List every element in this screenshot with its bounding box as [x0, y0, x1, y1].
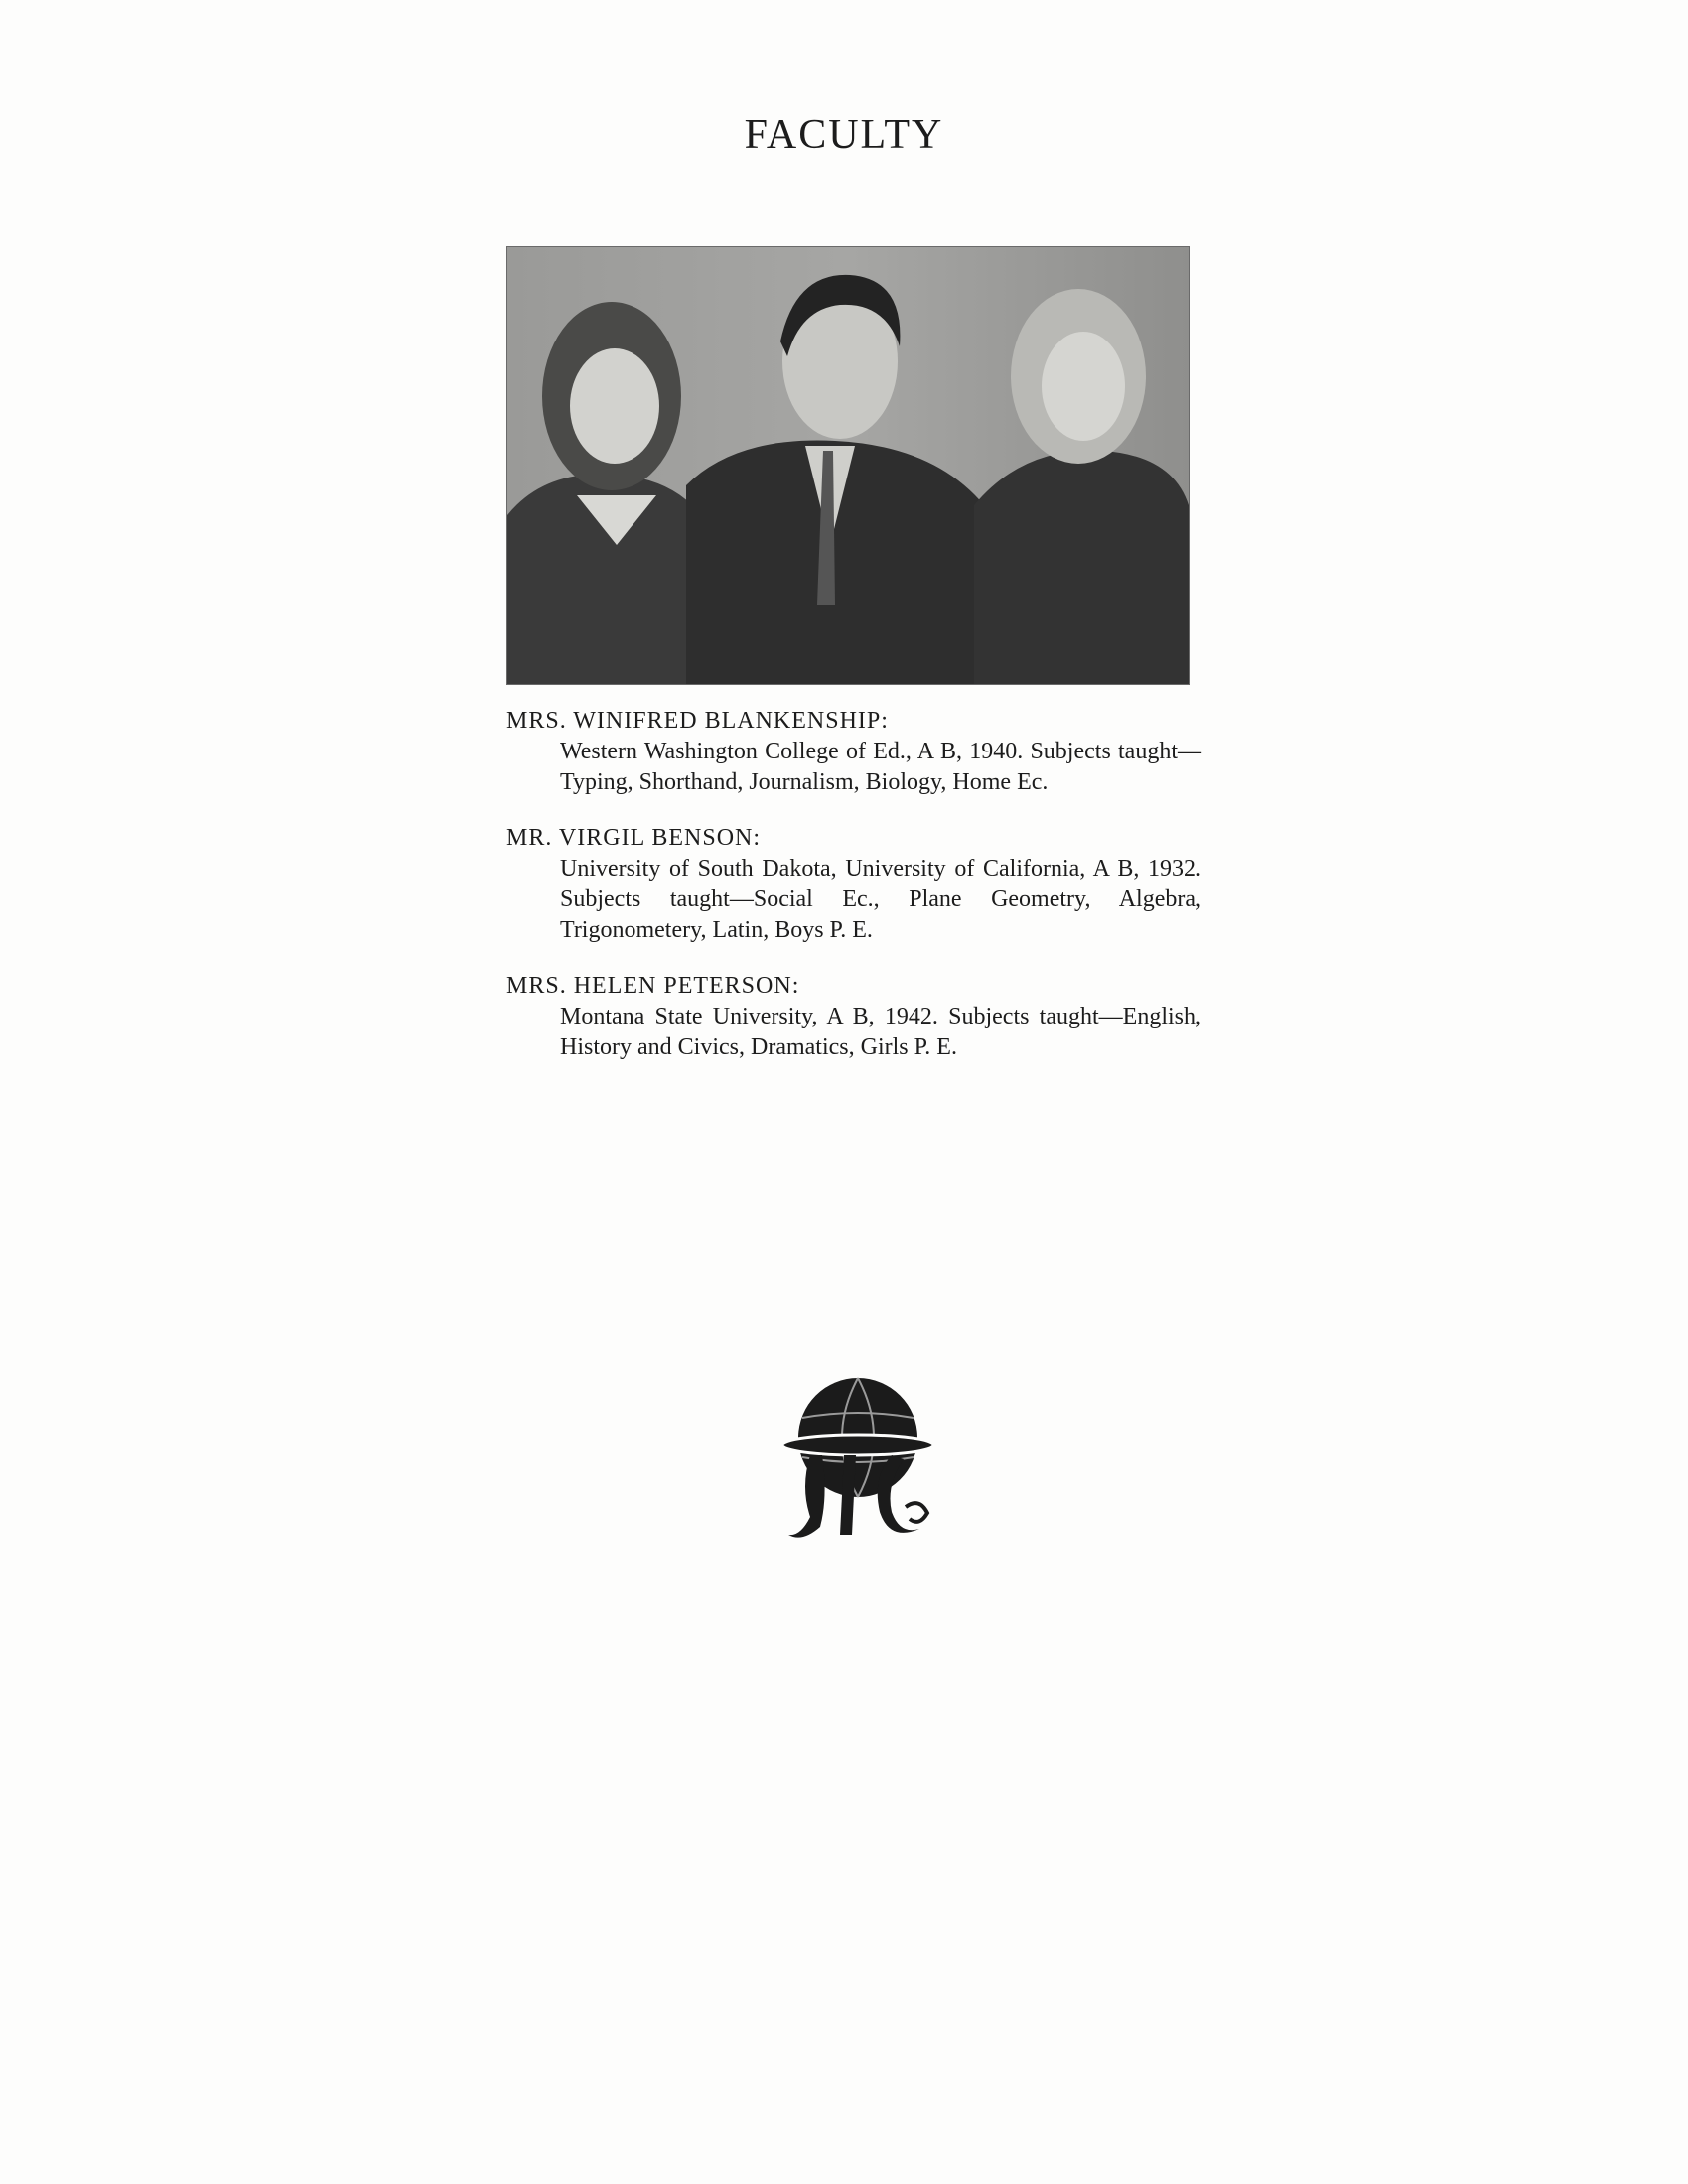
faculty-detail: Montana State University, A B, 1942. Subjects taught—English, History and Civics, Dramatics, Girls P. E. [560, 1004, 1201, 1060]
faculty-list [506, 705, 1201, 1087]
faculty-name: MRS. HELEN PETERSON: [506, 973, 800, 999]
faculty-entry [506, 822, 1201, 946]
faculty-name: MR. VIRGIL BENSON: [506, 825, 762, 851]
globe-monogram-emblem-icon [780, 1368, 935, 1547]
page-title: FACULTY [744, 112, 944, 158]
faculty-photo [506, 246, 1190, 685]
faculty-entry [506, 970, 1201, 1063]
emblem [780, 1368, 935, 1547]
faculty-entry [506, 705, 1201, 798]
faculty-name: MRS. WINIFRED BLANKENSHIP: [506, 708, 889, 734]
faculty-detail: Western Washington College of Ed., A B, 1940. Subjects taught—Typing, Shorthand, Journalism, Biology, Home Ec. [560, 739, 1201, 795]
faculty-detail: University of South Dakota, University of California, A B, 1932. Subjects taught—Social Ec., Plane Geometry, Algebra, Trigonometery, Latin, Boys P. E. [560, 856, 1201, 943]
faculty-group-photo-icon [507, 247, 1189, 684]
